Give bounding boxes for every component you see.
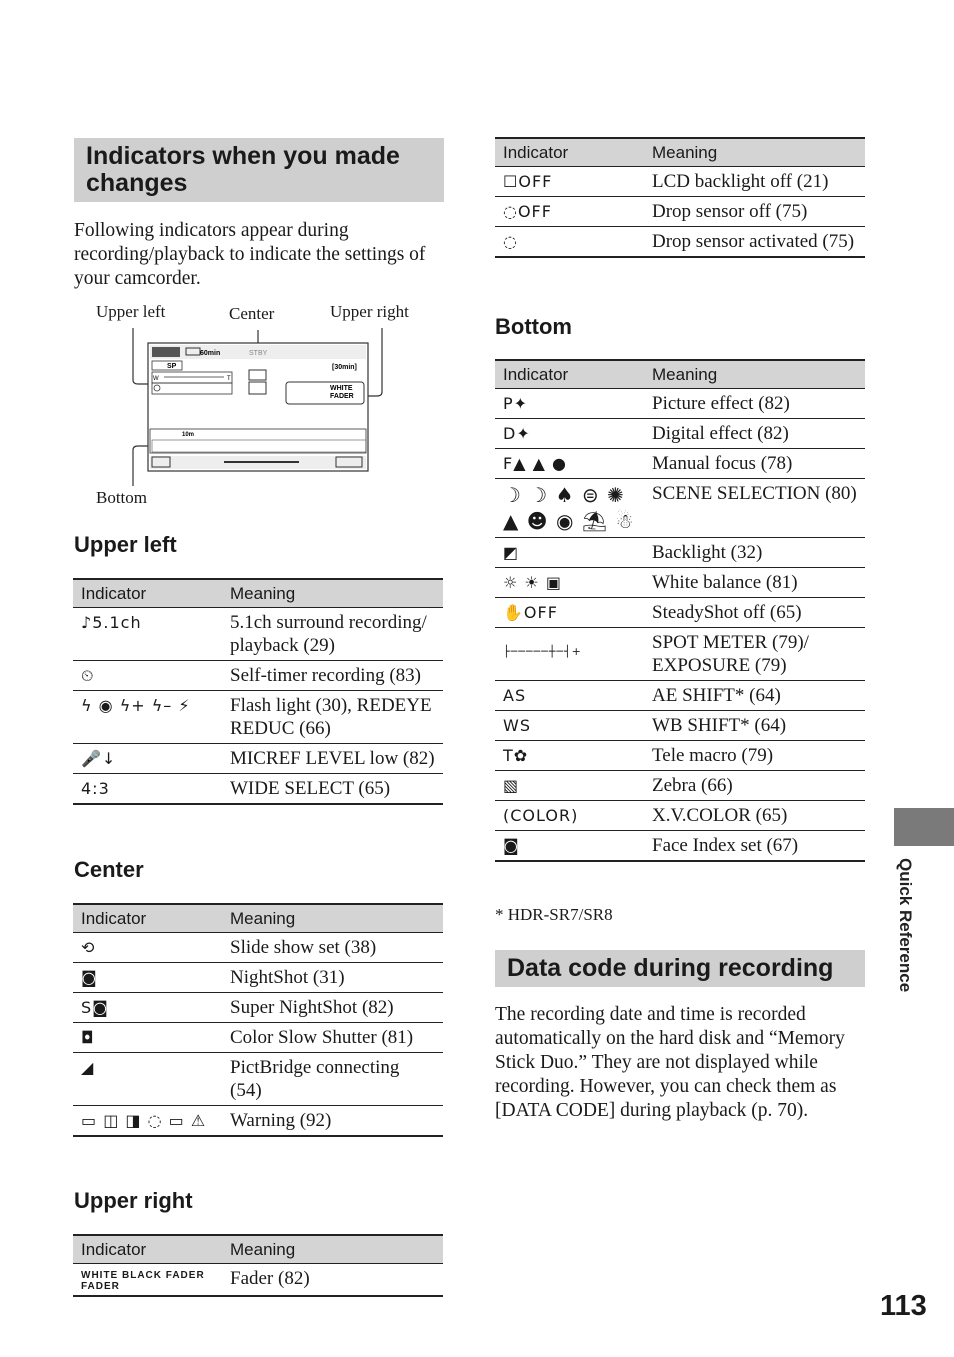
footnote: * HDR-SR7/SR8 xyxy=(495,905,613,924)
indicator-icon: ◢ xyxy=(73,1053,222,1106)
indicator-icon: 🎤↓ xyxy=(73,744,222,774)
side-tab-label: Quick Reference xyxy=(896,858,915,993)
table-row xyxy=(495,419,865,449)
meaning-text: Flash light (30), REDEYE REDUC (66) xyxy=(222,691,443,744)
meaning-text: Self-timer recording (83) xyxy=(222,661,443,691)
meaning-text: WB SHIFT* (64) xyxy=(644,711,865,741)
table-row xyxy=(73,774,443,805)
screen-diagram xyxy=(74,300,454,515)
indicator-icon: ◩ xyxy=(495,538,644,568)
meaning-text: X.V.COLOR (65) xyxy=(644,801,865,831)
table-row xyxy=(73,608,443,661)
meaning-text: White balance (81) xyxy=(644,568,865,598)
indicator-icon: AS xyxy=(495,681,644,711)
indicator-icon: (COLOR) xyxy=(495,801,644,831)
table-row xyxy=(73,744,443,774)
meaning-text: Digital effect (82) xyxy=(644,419,865,449)
table-row xyxy=(495,197,865,227)
diagram-w: W xyxy=(153,376,159,382)
indicator-icon: ⏲ xyxy=(73,661,222,691)
col-indicator: Indicator xyxy=(495,138,644,167)
indicator-icon: S◙ xyxy=(73,993,222,1023)
table-row xyxy=(495,801,865,831)
section-title-data-code: Data code during recording xyxy=(495,950,865,987)
meaning-text: Warning (92) xyxy=(222,1106,443,1137)
table-row xyxy=(495,449,865,479)
table-row xyxy=(495,681,865,711)
indicator-icon: ├─────┼─┤+ xyxy=(495,628,644,681)
meaning-text: Drop sensor off (75) xyxy=(644,197,865,227)
meaning-text: SPOT METER (79)/ EXPOSURE (79) xyxy=(644,628,865,681)
table-row xyxy=(495,568,865,598)
table-row xyxy=(73,1264,443,1297)
table-row xyxy=(73,933,443,963)
indicator-icon: ✋OFF xyxy=(495,598,644,628)
meaning-text: Color Slow Shutter (81) xyxy=(222,1023,443,1053)
meaning-text: Backlight (32) xyxy=(644,538,865,568)
indicator-icon: ▧ xyxy=(495,771,644,801)
table-row xyxy=(73,691,443,744)
meaning-text: Fader (82) xyxy=(222,1264,443,1297)
indicator-icon: ⟲ xyxy=(73,933,222,963)
table-row xyxy=(495,538,865,568)
table-row xyxy=(495,598,865,628)
diagram-10m: 10m xyxy=(182,432,195,438)
table-row xyxy=(73,1053,443,1106)
indicator-icon: ☼ ☀ ▣ xyxy=(495,568,644,598)
indicator-icon: ☽ ☽ ♠ ⊜ ✺ ▲ ☻ ◉ ⛱ ☃ xyxy=(495,479,644,538)
meaning-text: Zebra (66) xyxy=(644,771,865,801)
meaning-text: Super NightShot (82) xyxy=(222,993,443,1023)
indicator-icon: ☐OFF xyxy=(495,167,644,197)
indicator-icon: 4:3 xyxy=(73,774,222,805)
indicator-icon: ♪5.1ch xyxy=(73,608,222,661)
indicator-icon: ◙ xyxy=(495,831,644,862)
diagram-time: 60min xyxy=(200,350,221,357)
meaning-text: WIDE SELECT (65) xyxy=(222,774,443,805)
meaning-text: Manual focus (78) xyxy=(644,449,865,479)
diagram-counter: [30min] xyxy=(332,364,357,371)
indicator-icon: ϟ ◉ ϟ+ ϟ– ⚡ xyxy=(73,691,222,744)
meaning-text: Drop sensor activated (75) xyxy=(644,227,865,258)
lcd-screen-illustration xyxy=(74,300,454,490)
upper-left-table xyxy=(73,578,443,805)
col-indicator: Indicator xyxy=(73,579,222,608)
table-row xyxy=(495,711,865,741)
col-meaning: Meaning xyxy=(644,360,865,389)
data-code-paragraph: The recording date and time is recorded automatically on the hard disk and “Memory Stick Duo.” They are not displayed while recording. However, you can check them as [DATA CODE] during playback (p. 70). xyxy=(495,1004,845,1121)
diagram-stby: STBY xyxy=(249,350,268,357)
meaning-text: 5.1ch surround recording/ playback (29) xyxy=(222,608,443,661)
backlight-sensor-table xyxy=(495,137,865,258)
table-row xyxy=(495,771,865,801)
col-indicator: Indicator xyxy=(73,1235,222,1264)
heading-center: Center xyxy=(74,857,144,882)
indicator-icon: T✿ xyxy=(495,741,644,771)
indicator-icon: ◌ xyxy=(495,227,644,258)
diagram-label-center: Center xyxy=(229,304,275,323)
table-row xyxy=(73,993,443,1023)
table-row xyxy=(495,831,865,862)
meaning-text: Tele macro (79) xyxy=(644,741,865,771)
col-meaning: Meaning xyxy=(222,1235,443,1264)
meaning-text: Face Index set (67) xyxy=(644,831,865,862)
table-row xyxy=(495,628,865,681)
meaning-text: PictBridge connecting (54) xyxy=(222,1053,443,1106)
bottom-table xyxy=(495,359,865,862)
diagram-t: T xyxy=(227,376,231,382)
heading-upper-right: Upper right xyxy=(74,1188,193,1213)
indicator-icon: ◙ xyxy=(73,963,222,993)
indicator-icon: WS xyxy=(495,711,644,741)
table-row xyxy=(495,167,865,197)
table-row xyxy=(495,389,865,419)
table-row xyxy=(73,1106,443,1137)
table-row xyxy=(495,227,865,258)
indicator-icon: ◘ xyxy=(73,1023,222,1053)
indicator-icon: F▲ ▲ ● xyxy=(495,449,644,479)
diagram-fader-2: FADER xyxy=(330,393,354,400)
indicator-icon: WHITE BLACK FADER FADER xyxy=(73,1264,222,1297)
indicator-icon: ◌OFF xyxy=(495,197,644,227)
col-meaning: Meaning xyxy=(222,579,443,608)
table-row xyxy=(73,1023,443,1053)
quick-reference-tab[interactable] xyxy=(894,808,954,846)
page-number: 113 xyxy=(880,1290,927,1322)
indicator-icon: P✦ xyxy=(495,389,644,419)
meaning-text: MICREF LEVEL low (82) xyxy=(222,744,443,774)
diagram-mode: SP xyxy=(167,363,177,370)
meaning-text: AE SHIFT* (64) xyxy=(644,681,865,711)
meaning-text: NightShot (31) xyxy=(222,963,443,993)
heading-bottom: Bottom xyxy=(495,314,572,339)
diagram-fader-1: WHITE xyxy=(330,385,353,392)
table-row xyxy=(495,741,865,771)
meaning-text: LCD backlight off (21) xyxy=(644,167,865,197)
meaning-text: SCENE SELECTION (80) xyxy=(644,479,865,538)
col-meaning: Meaning xyxy=(644,138,865,167)
heading-upper-left: Upper left xyxy=(74,532,177,557)
table-row xyxy=(73,963,443,993)
section-title-indicators: Indicators when you made changes xyxy=(74,138,444,202)
meaning-text: SteadyShot off (65) xyxy=(644,598,865,628)
diagram-label-upper-left: Upper left xyxy=(96,302,166,321)
upper-right-table xyxy=(73,1234,443,1297)
diagram-label-bottom: Bottom xyxy=(96,488,148,507)
meaning-text: Slide show set (38) xyxy=(222,933,443,963)
indicator-icon: ▭ ◫ ◨ ◌ ▭ ⚠ xyxy=(73,1106,222,1137)
table-row xyxy=(495,479,865,538)
col-indicator: Indicator xyxy=(73,904,222,933)
col-indicator: Indicator xyxy=(495,360,644,389)
col-meaning: Meaning xyxy=(222,904,443,933)
indicator-icon: D✦ xyxy=(495,419,644,449)
table-row xyxy=(73,661,443,691)
meaning-text: Picture effect (82) xyxy=(644,389,865,419)
diagram-label-upper-right: Upper right xyxy=(330,302,409,321)
center-table xyxy=(73,903,443,1137)
intro-paragraph: Following indicators appear during recording/playback to indicate the settings of your camcorder. xyxy=(74,220,426,289)
